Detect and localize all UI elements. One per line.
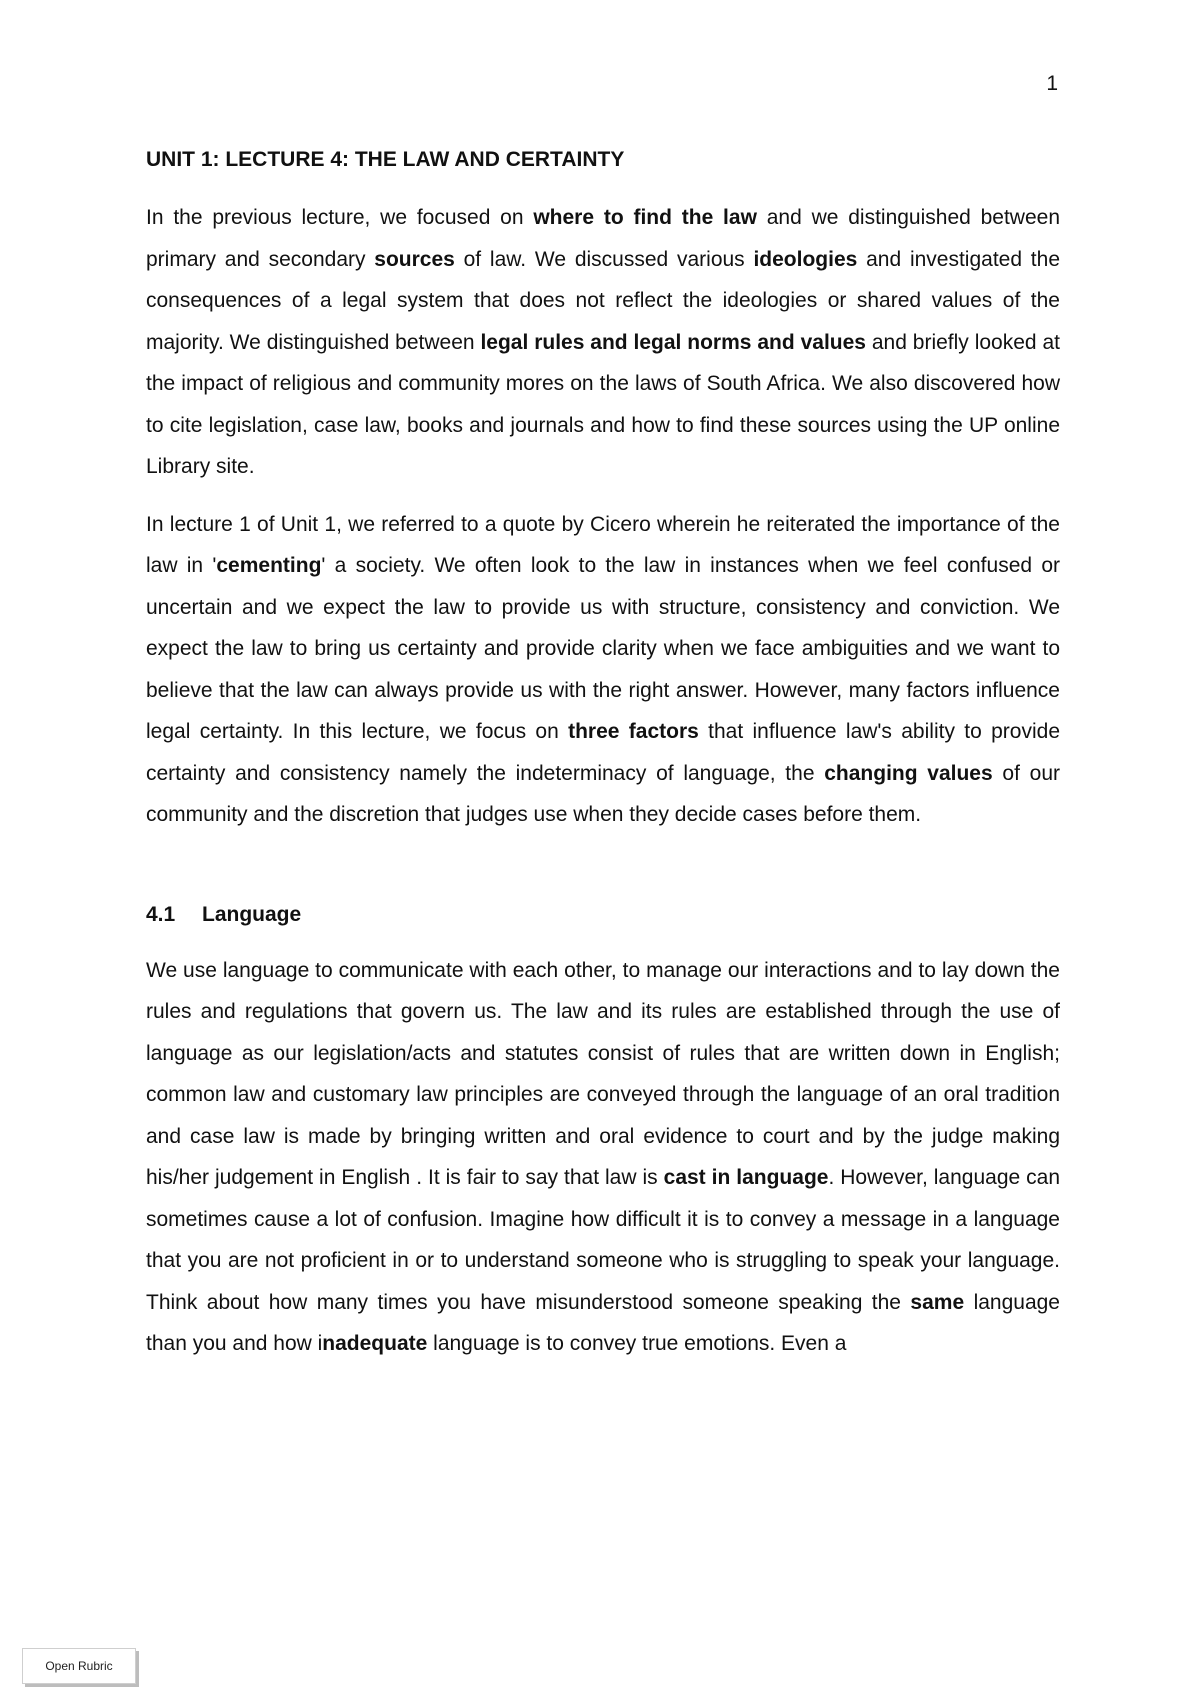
page-number: 1	[1046, 72, 1058, 95]
bold-text-run: same	[910, 1290, 965, 1314]
open-rubric-button[interactable]: Open Rubric	[22, 1648, 136, 1684]
bold-text-run: where to find the law	[533, 206, 757, 229]
text-run: language than you and how i	[146, 1290, 1060, 1355]
text-run: . However, language can sometimes cause a lot of confusion. Imagine how difficult it is to convey a message in a language that you are not proficient in or to understand someone who is struggling to speak your language. Think about how many times you have misunderstood someone speaking the	[146, 1166, 1061, 1314]
bold-text-run: sources	[374, 247, 455, 271]
paragraph-cicero	[146, 504, 1060, 836]
text-run: ' a society. We often look to the law in instances when we feel confused or uncertain and we expect the law to provide us with structure, consistency and conviction. We expect the law to bring us certainty and provide clarity when we face ambiguities and we want to believe that the law can always provide us with the right answer. However, many factors influence legal certainty. In this lecture, we focus on	[146, 554, 1060, 743]
text-run: and we distinguished between primary and secondary	[146, 206, 1061, 271]
document-body	[146, 145, 1060, 1381]
paragraph-language	[146, 950, 1060, 1365]
text-run: that influence law's ability to provide certainty and consistency namely the indeterminacy of language, the	[146, 720, 1060, 785]
lecture-title: UNIT 1: LECTURE 4: THE LAW AND CERTAINTY	[146, 148, 625, 171]
text-run: language is to convey true emotions. Even a	[427, 1332, 847, 1355]
section-number: 4.1	[146, 902, 176, 926]
bold-text-run: cast in language	[663, 1166, 829, 1189]
bold-text-run: legal rules and legal norms and values	[480, 330, 866, 354]
bold-text-run: three factors	[568, 720, 699, 743]
bold-text-run: changing values	[824, 761, 993, 785]
text-run: of our community and the discretion that judges use when they decide cases before them.	[146, 761, 1060, 826]
bold-text-run: ideologies	[753, 247, 858, 271]
text-run: In lecture 1 of Unit 1, we referred to a quote by Cicero wherein he reiterated the importance of the law in '	[146, 512, 1060, 577]
text-run: and briefly looked at the impact of religious and community mores on the laws of South Africa. We also discovered how to cite legislation, case law, books and journals and how to find these sources using the UP online Library site.	[146, 330, 1060, 478]
section-title: Language	[202, 902, 302, 926]
text-run: In the previous lecture, we focused on	[146, 206, 534, 229]
section-heading	[146, 900, 1060, 930]
text-run: of law. We discussed various	[454, 247, 754, 271]
text-run: We use language to communicate with each other, to manage our interactions and to lay down the rules and regulations that govern us. The law and its rules are established through the use of language as our legislation/acts and statutes consist of rules that are written down in English; common law and customary law principles are conveyed through the language of an oral tradition and case law is made by bringing written and oral evidence to court and by the judge making his/her judgement in English . It is fair to say that law is	[146, 958, 1060, 1189]
paragraph-previous-lecture	[146, 197, 1060, 488]
bold-text-run: nadequate	[322, 1332, 428, 1355]
bold-text-run: cementing	[216, 554, 322, 577]
text-run: and investigated the consequences of a legal system that does not reflect the ideologies or shared values of the majority. We distinguished between	[146, 247, 1060, 354]
